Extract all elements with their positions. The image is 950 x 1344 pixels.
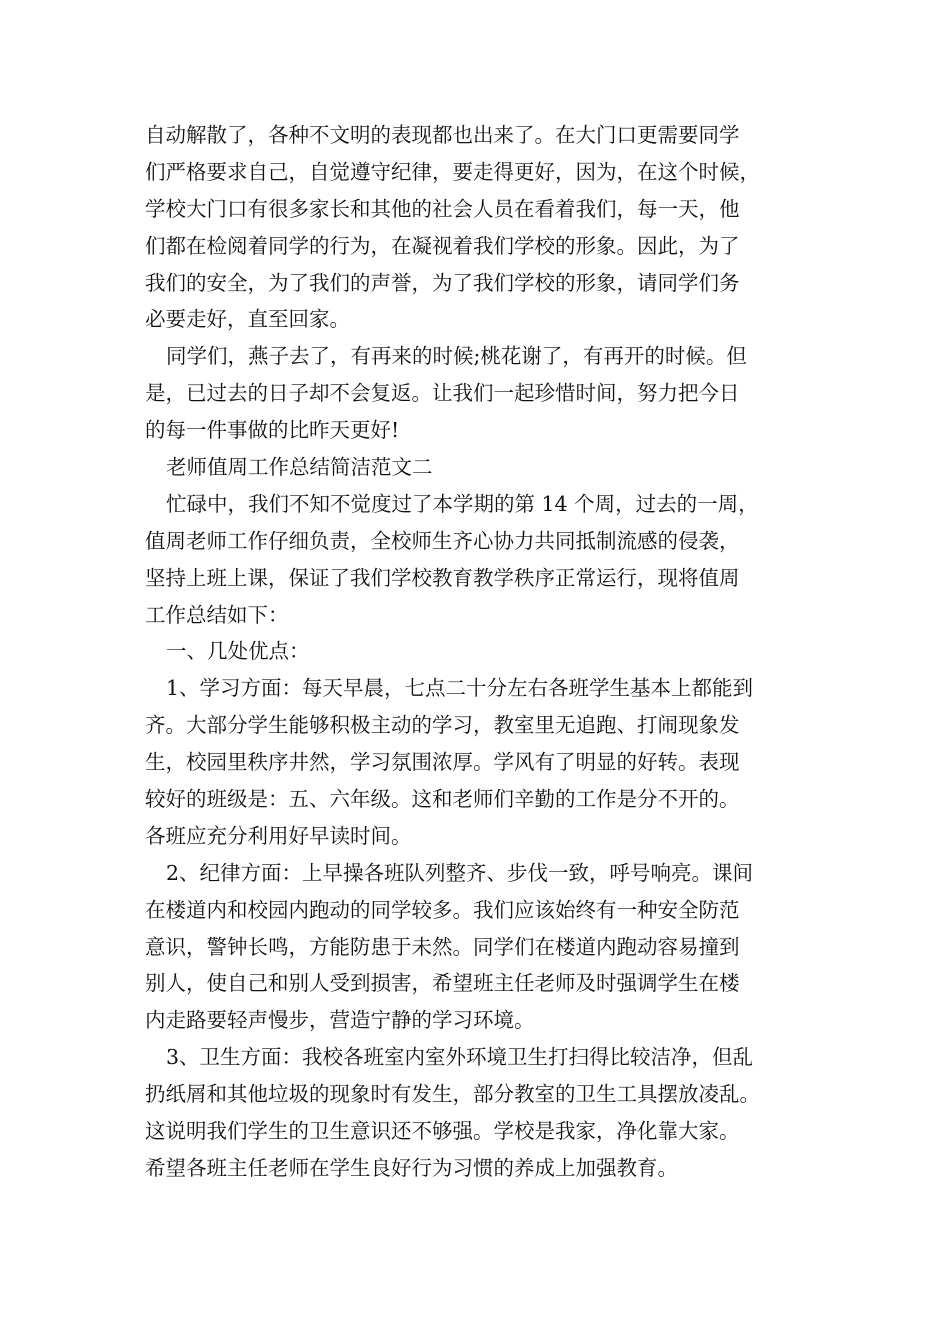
text-line: 意识，警钟长鸣，方能防患于未然。同学们在楼道内跑动容易撞到 [145, 934, 740, 959]
text-line: 坚持上班上课，保证了我们学校教育教学秩序正常运行，现将值周 [145, 565, 740, 590]
text-line: 别人，使自己和别人受到损害，希望班主任老师及时强调学生在楼 [145, 971, 740, 996]
text-line: 工作总结如下： [145, 602, 289, 627]
text-line: 扔纸屑和其他垃圾的现象时有发生，部分教室的卫生工具摆放凌乱。 [145, 1082, 760, 1107]
text-line: 自动解散了，各种不文明的表现都也出来了。在大门口更需要同学 [145, 123, 740, 147]
text-line: 们都在检阅着同学的行为，在凝视着我们学校的形象。因此，为了 [145, 233, 740, 258]
text-line: 我们的安全，为了我们的声誉，为了我们学校的形象，请同学们务 [145, 270, 740, 295]
text-line: 的每一件事做的比昨天更好! [145, 418, 400, 443]
text-line: 希望各班主任老师在学生良好行为习惯的养成上加强教育。 [145, 1155, 678, 1180]
text-line: 3、卫生方面：我校各班室内室外环境卫生打扫得比较洁净，但乱 [166, 1045, 754, 1070]
text-line: 各班应充分利用好早读时间。 [145, 823, 412, 848]
text-line: 内走路要轻声慢步，营造宁静的学习环境。 [145, 1008, 535, 1033]
text-line: 忙碌中，我们不知不觉度过了本学期的第 14 个周，过去的一周， [166, 491, 759, 516]
text-line: 是，已过去的日子却不会复返。让我们一起珍惜时间，努力把今日 [145, 381, 740, 406]
text-line: 值周老师工作仔细负责，全校师生齐心协力共同抵制流感的侵袭， [145, 528, 740, 553]
text-line: 学校大门口有很多家长和其他的社会人员在看着我们，每一天，他 [145, 196, 740, 221]
text-line: 2、纪律方面：上早操各班队列整齐、步伐一致，呼号响亮。课间 [166, 860, 754, 885]
text-line: 同学们，燕子去了，有再来的时候;桃花谢了，有再开的时候。但 [166, 344, 747, 369]
text-line: 们严格要求自己，自觉遵守纪律，要走得更好，因为，在这个时候， [145, 159, 760, 184]
text-line: 在楼道内和校园内跑动的同学较多。我们应该始终有一种安全防范 [145, 897, 740, 922]
text-line: 生，校园里秩序井然，学习氛围浓厚。学风有了明显的好转。表现 [145, 750, 740, 775]
text-line: 必要走好，直至回家。 [145, 307, 350, 332]
text-line: 这说明我们学生的卫生意识还不够强。学校是我家，净化靠大家。 [145, 1119, 740, 1144]
text-line: 齐。大部分学生能够积极主动的学习，教室里无追跑、打闹现象发 [145, 713, 740, 738]
text-line: 老师值周工作总结简洁范文二 [166, 455, 433, 480]
document-body [145, 117, 820, 1187]
text-line: 较好的班级是：五、六年级。这和老师们辛勤的工作是分不开的。 [145, 787, 740, 812]
text-line: 一、几处优点： [166, 639, 310, 664]
text-line: 1、学习方面：每天早晨，七点二十分左右各班学生基本上都能到 [166, 676, 754, 701]
